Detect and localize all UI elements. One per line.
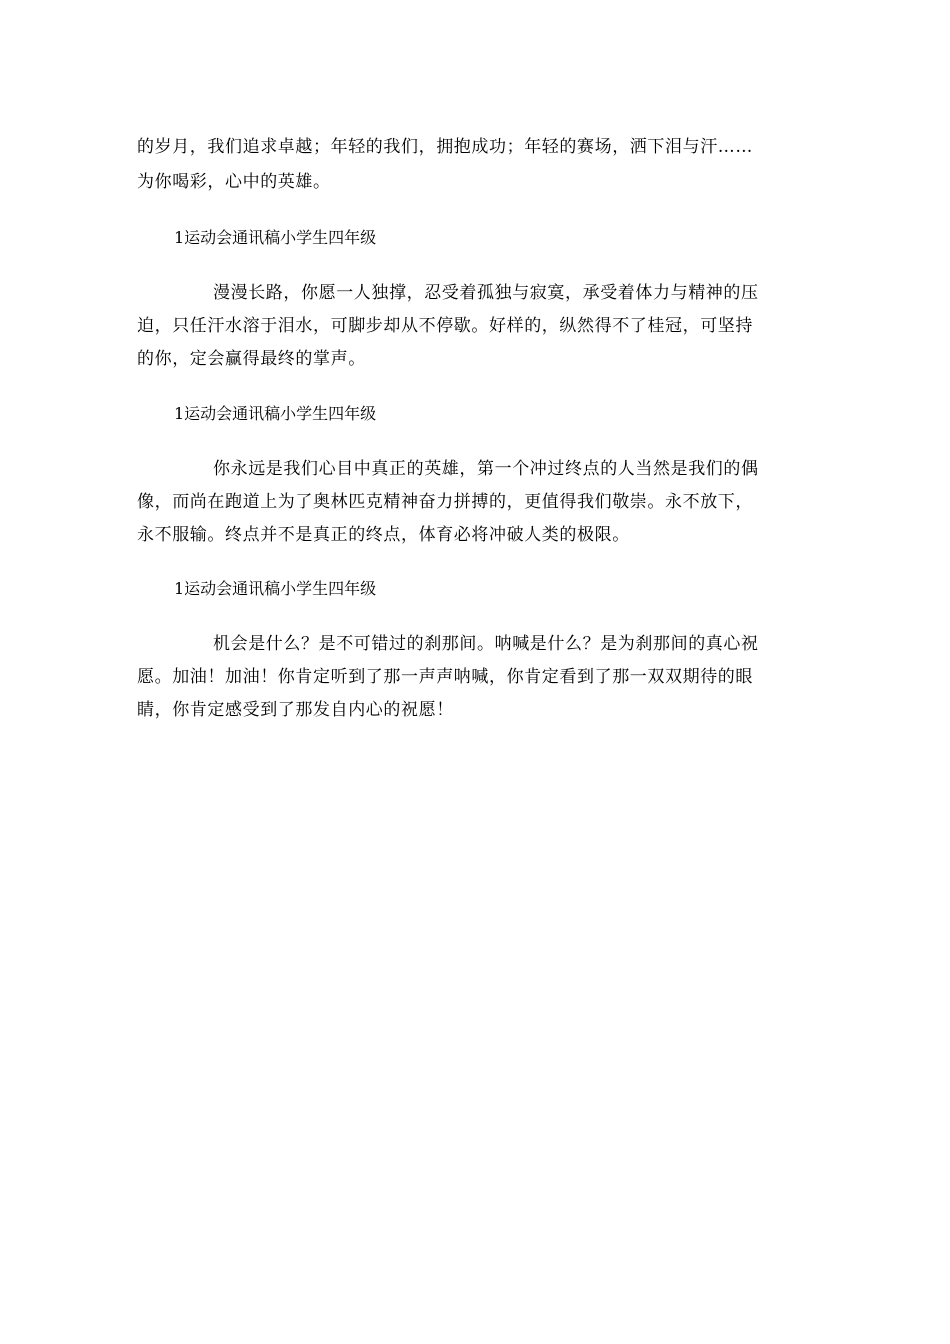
section-heading: 1运动会通讯稿小学生四年级: [174, 228, 377, 247]
paragraph-line: 睛，你肯定感受到了那发自内心的祝愿！: [137, 700, 454, 720]
section-heading: 1运动会通讯稿小学生四年级: [174, 579, 377, 598]
paragraph-line: 你永远是我们心目中真正的英雄，第一个冲过终点的人当然是我们的偶: [213, 459, 759, 479]
paragraph-line: 为你喝彩，心中的英雄。: [137, 172, 331, 192]
paragraph-line: 漫漫长路，你愿一人独撑，忍受着孤独与寂寞，承受着体力与精神的压: [213, 283, 759, 303]
paragraph-line: 像，而尚在跑道上为了奥林匹克精神奋力拼搏的，更值得我们敬崇。永不放下，: [137, 492, 753, 512]
paragraph-line: 的岁月，我们追求卓越；年轻的我们，拥抱成功；年轻的赛场，洒下泪与汗……: [137, 137, 753, 157]
paragraph-line: 的你，定会赢得最终的掌声。: [137, 349, 366, 369]
paragraph-line: 永不服输。终点并不是真正的终点，体育必将冲破人类的极限。: [137, 525, 630, 545]
paragraph-line: 迫，只任汗水溶于泪水，可脚步却从不停歇。好样的，纵然得不了桂冠，可坚持: [137, 316, 753, 336]
paragraph-line: 机会是什么？是不可错过的刹那间。呐喊是什么？是为刹那间的真心祝: [213, 634, 759, 654]
section-heading: 1运动会通讯稿小学生四年级: [174, 404, 377, 423]
paragraph-line: 愿。加油！加油！你肯定听到了那一声声呐喊，你肯定看到了那一双双期待的眼: [137, 667, 753, 687]
